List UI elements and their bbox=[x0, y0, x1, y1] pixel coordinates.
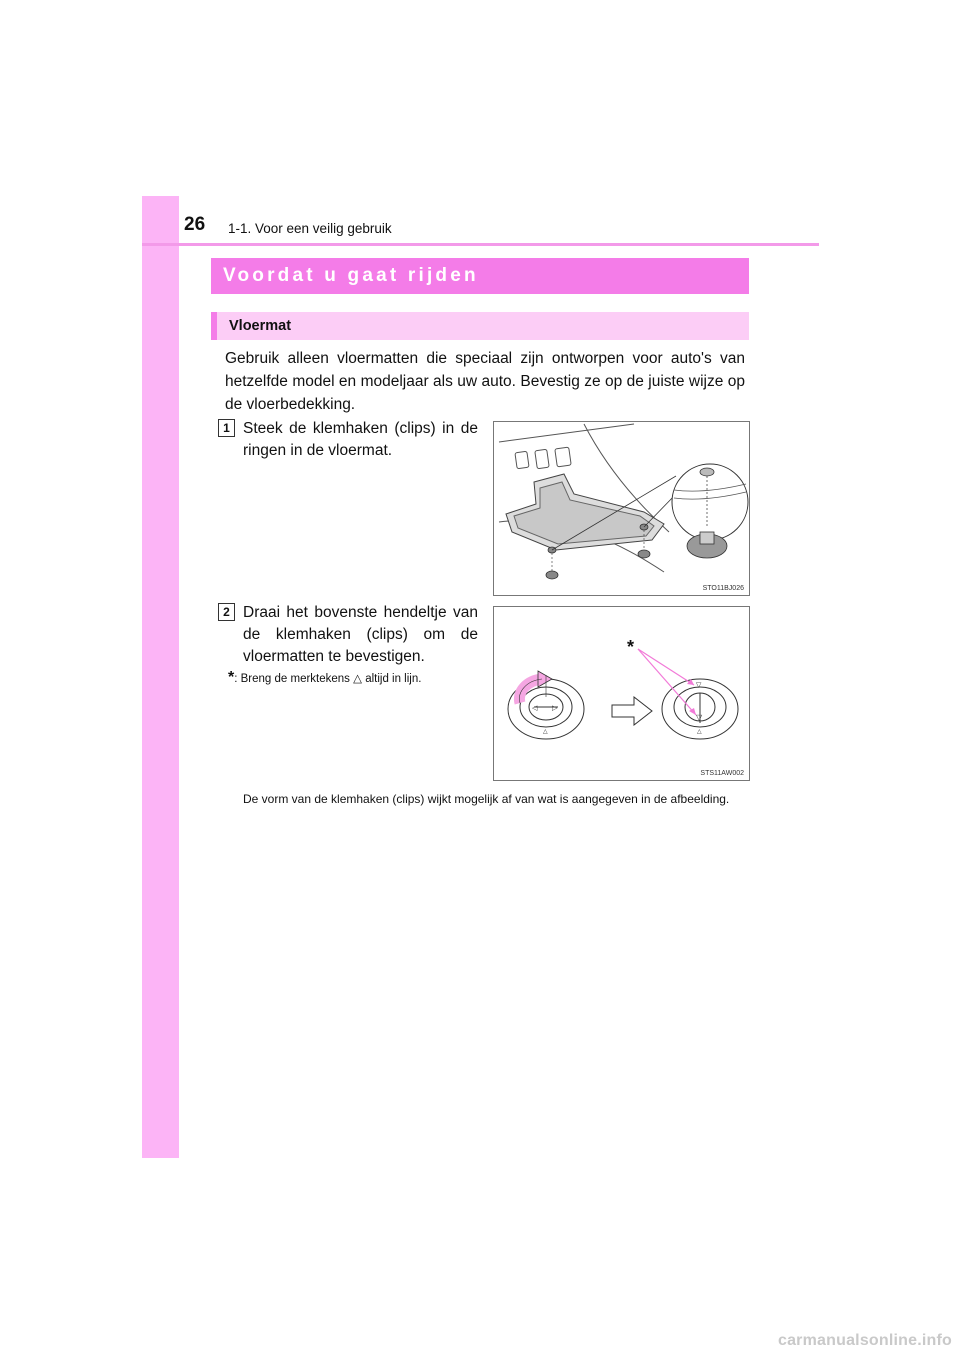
subheading-bar bbox=[211, 312, 749, 340]
figure-floor-mat-clips bbox=[493, 421, 750, 596]
floor-mat-illustration bbox=[494, 422, 749, 595]
alignment-note bbox=[228, 669, 478, 688]
section-label: 1-1. Voor een veilig gebruik bbox=[228, 221, 392, 236]
note-asterisk: * bbox=[228, 669, 235, 686]
side-tab-strip bbox=[142, 196, 179, 1158]
svg-text:▽: ▽ bbox=[696, 682, 702, 689]
footnote: De vorm van de klemhaken (clips) wijkt mogelijk af van wat is aangegeven in de afbeelding. bbox=[243, 792, 730, 806]
step-number-2: 2 bbox=[218, 603, 235, 621]
clip-rotation-illustration bbox=[494, 607, 749, 780]
svg-text:△: △ bbox=[543, 729, 548, 735]
svg-text:▷: ▷ bbox=[552, 705, 558, 712]
page-number: 26 bbox=[184, 214, 206, 235]
step-number-1: 1 bbox=[218, 419, 235, 437]
triangle-mark-icon: △ bbox=[353, 673, 362, 685]
svg-text:▽: ▽ bbox=[696, 713, 703, 722]
watermark-logo: carmanualsonline.info bbox=[777, 1332, 952, 1349]
figure-asterisk: * bbox=[627, 637, 635, 657]
intro-paragraph: Gebruik alleen vloermatten die speciaal zijn ontworpen voor auto's van hetzelfde model en modeljaar als uw auto. Bevestig ze op de juiste wijze op de vloerbedekking. bbox=[225, 350, 745, 413]
svg-text:◁: ◁ bbox=[532, 705, 538, 712]
page-title-bar bbox=[211, 258, 749, 294]
page-title: Voordat u gaat rijden bbox=[223, 265, 479, 286]
step-text-1: Steek de klemhaken (clips) in de ringen in de vloermat. bbox=[243, 420, 478, 459]
header-rule bbox=[142, 243, 819, 246]
figure-code-1: STO11BJ026 bbox=[702, 585, 744, 592]
subheading: Vloermat bbox=[229, 318, 292, 334]
svg-text:△: △ bbox=[697, 729, 702, 735]
note-text-before: : Breng de merktekens bbox=[234, 673, 354, 685]
step-text-2: Draai het bovenste hendeltje van de klemhaken (clips) om de vloermatten te bevestigen. bbox=[243, 604, 478, 665]
figure-clip-rotation bbox=[493, 606, 750, 781]
note-text-after: altijd in lijn. bbox=[362, 673, 422, 685]
figure-code-2: STS11AW002 bbox=[700, 770, 744, 777]
